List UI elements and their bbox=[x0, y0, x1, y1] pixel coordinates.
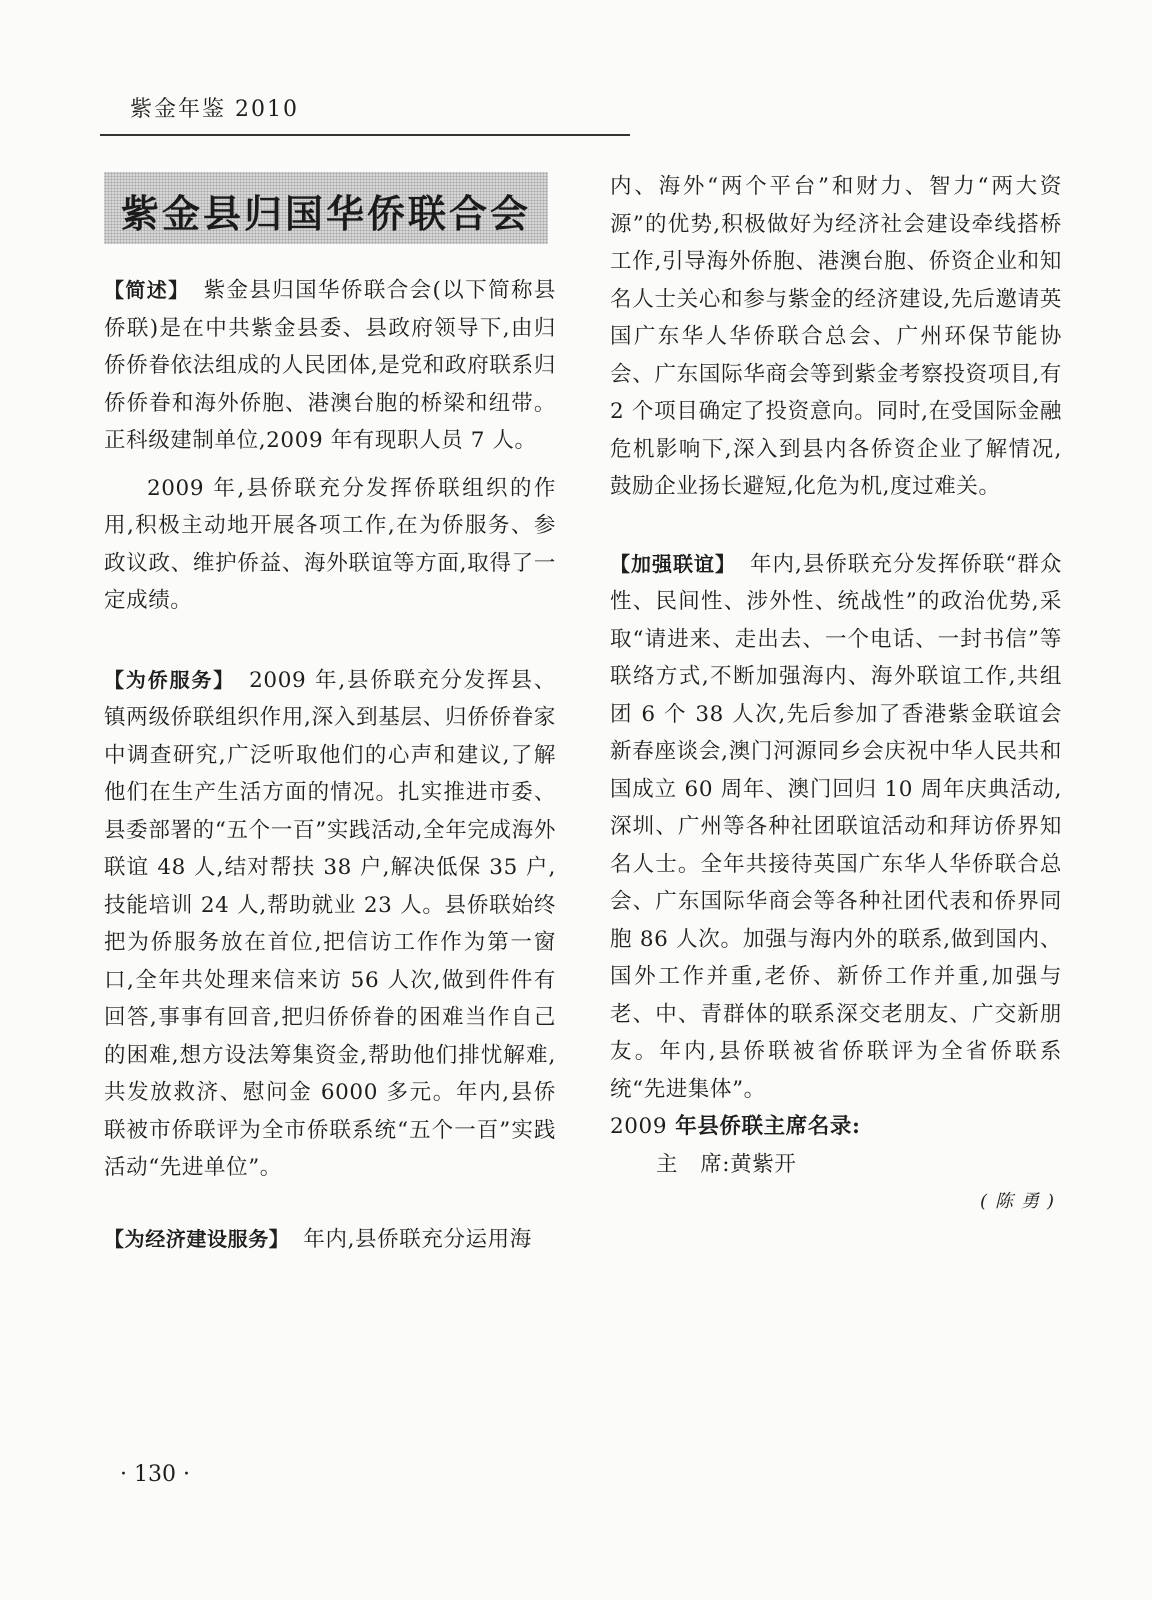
economy-paragraph-cont: 内、海外“两个平台”和财力、智力“两大资源”的优势,积极做好为经济社会建设牵线搭桥工作,引导海外侨胞、港澳台胞、侨资企业和知名人士关心和参与紫金的经济建设,先后邀请英国广东华人华侨联合总会、广州环保节能协会、广东国际华商会等到紫金考察投资项目,有 2 个项目确定了投资意向。同时,在受国际金融危机影响下,深入到县内各侨资企业了解情况,鼓励企业扬长避短,化危为机,度过难关。 bbox=[610, 174, 1062, 499]
overview-paragraph-2: 2009 年,县侨联充分发挥侨联组织的作用,积极主动地开展各项工作,在为侨服务、参政议政、维护侨益、海外联谊等方面,取得了一定成绩。 bbox=[104, 475, 556, 613]
chair-list-heading bbox=[610, 1108, 1062, 1146]
chair-list-title: 年县侨联主席名录: bbox=[667, 1114, 861, 1139]
left-column bbox=[104, 272, 556, 1258]
service-paragraph bbox=[104, 662, 556, 1187]
overview-paragraph bbox=[104, 272, 556, 460]
liaison-paragraph bbox=[610, 546, 1062, 1109]
overview-tag: 【简述】 bbox=[104, 278, 190, 302]
service-text: 2009 年,县侨联充分发挥县、镇两级侨联组织作用,深入到基层、归侨侨眷家中调查研究,广泛听取他们的心声和建议,了解他们在生产生活方面的情况。扎实推进市委、县委部署的“五个一百”实践活动,全年完成海外联谊 48 人,结对帮扶 38 户,解决低保 35 户,技能培训 24 人,帮助就业 23 人。县侨联始终把为侨服务放在首位,把信访工作作为第一窗口,全年共处理来信来访 56 人次,做到件件有回答,事事有回音,把归侨侨眷的困难当作自己的困难,想方设法筹集资金,帮助他们排忧解难,共发放救济、慰问金 6000 多元。年内,县侨联被市侨联评为全市侨联系统“五个一百”实践活动“先进单位”。 bbox=[104, 667, 556, 1180]
page-number: · 130 · bbox=[120, 1462, 190, 1487]
author-credit: (陈勇) bbox=[979, 1191, 1062, 1212]
service-tag: 【为侨服务】 bbox=[104, 667, 236, 692]
running-head: 紫金年鉴 2010 bbox=[130, 97, 299, 122]
chair-list-year: 2009 bbox=[610, 1114, 668, 1139]
economy-tag: 【为经济建设服务】 bbox=[104, 1226, 290, 1251]
overview-text: 紫金县归国华侨联合会(以下简称县侨联)是在中共紫金县委、县政府领导下,由归侨侨眷依法组成的人民团体,是党和政府联系归侨侨眷和海外侨胞、港澳台胞的桥梁和纽带。正科级建制单位,2009 年有现职人员 7 人。 bbox=[104, 278, 556, 453]
economy-text-start: 年内,县侨联充分运用海 bbox=[303, 1226, 532, 1252]
chair-entry: 主 席:黄紫开 bbox=[656, 1151, 797, 1177]
section-title-box bbox=[104, 172, 548, 244]
liaison-tag: 【加强联谊】 bbox=[610, 551, 737, 576]
liaison-text: 年内,县侨联充分发挥侨联“群众性、民间性、涉外性、统战性”的政治优势,采取“请进来、走出去、一个电话、一封书信”等联络方式,不断加强海内、海外联谊工作,共组团 6 个 38 人次,先后参加了香港紫金联谊会新春座谈会,澳门河源同乡会庆祝中华人民共和国成立 60 周年、澳门回归 10 周年庆典活动,深圳、广州等各种社团联谊活动和拜访侨界知名人士。全年共接待英国广东华人华侨联合总会、广东国际华商会等各种社团代表和侨界同胞 86 人次。加强与海内外的联系,做到国内、国外工作并重,老侨、新侨工作并重,加强与老、中、青群体的联系深交老朋友、广交新朋友。年内,县侨联被省侨联评为全省侨联系统“先进集体”。 bbox=[610, 551, 1063, 1102]
right-column bbox=[610, 168, 1062, 1221]
header-rule bbox=[100, 134, 630, 136]
economy-paragraph-start bbox=[104, 1221, 556, 1259]
section-title: 紫金县归国华侨联合会 bbox=[120, 191, 531, 236]
